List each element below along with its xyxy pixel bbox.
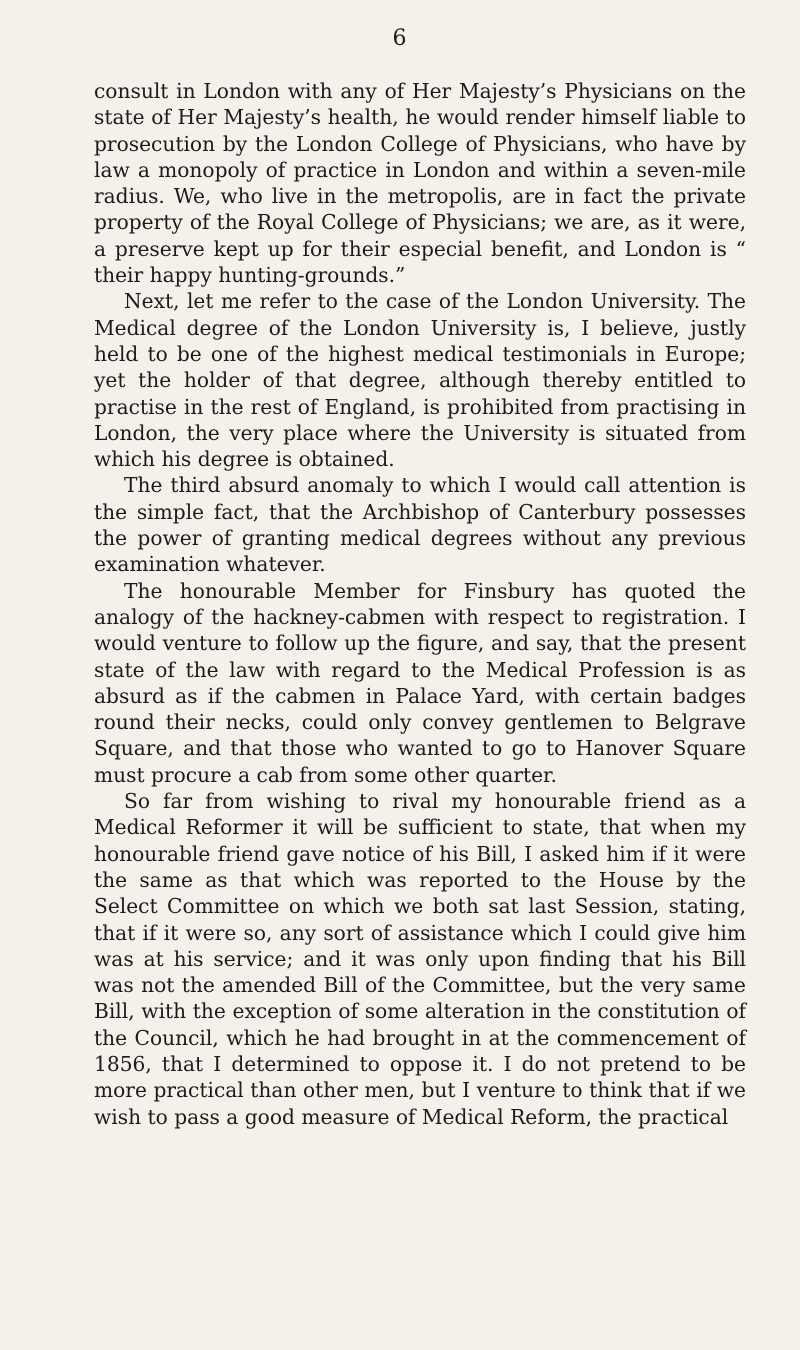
paragraph-continued: consult in London with any of Her Majesty’s Physicians on the state of Her Majesty’s health, he would render himself liable to prosecution by the London College of Physicians, who have by law a monopoly of practice in London and within a seven-mile radius. We, who live in the metropolis, are in fact the private property of the Royal College of Physicians; we are, as it were, a preserve kept up for their especial benefit, and London is “ their happy hunting-grounds.”	[94, 79, 746, 288]
paragraph-archbishop: The third absurd anomaly to which I would call attention is the simple fact, that the Archbishop of Canterbury possesses the power of granting medical degrees without any previous examination whatever.	[94, 473, 746, 577]
body-text	[94, 78, 746, 1130]
paragraph-london-university: Next, let me refer to the case of the London University. The Medical degree of the London University is, I believe, justly held to be one of the highest medical testimonials in Europe; yet the holder of that degree, although thereby entitled to practise in the rest of England, is prohibited from practising in London, the very place where the University is situated from which his degree is obtained.	[94, 289, 746, 472]
paragraph-hackney-cabmen: The honourable Member for Finsbury has quoted the analogy of the hackney-cabmen with respect to registration. I would venture to follow up the figure, and say, that the present state of the law with regard to the Medical Profession is as absurd as if the cabmen in Palace Yard, with certain badges round their necks, could only convey gentlemen to Belgrave Square, and that those who wanted to go to Hanover Square must procure a cab from some other quarter.	[94, 578, 746, 787]
paragraph-medical-reformer: So far from wishing to rival my honourable friend as a Medical Reformer it will be sufficient to state, that when my honourable friend gave notice of his Bill, I asked him if it were the same as that which was reported to the House by the Select Committee on which we both sat last Session, stating, that if it were so, any sort of assistance which I could give him was at his service; and it was only upon finding that his Bill was not the amended Bill of the Committee, but the very same Bill, with the exception of some alteration in the constitution of the Council, which he had brought in at the commencement of 1856, that I determined to oppose it. I do not pretend to be more practical than other men, but I venture to think that if we wish to pass a good measure of Medical Reform, the practical	[94, 789, 746, 1129]
page-number: 6	[392, 26, 408, 51]
